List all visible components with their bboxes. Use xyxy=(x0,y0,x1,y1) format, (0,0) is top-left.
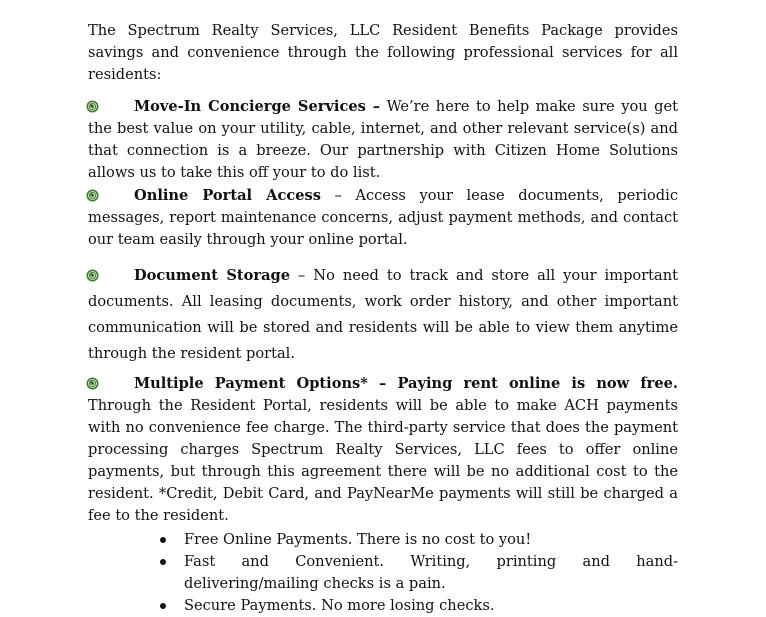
green-spiral-bullet-icon xyxy=(86,100,99,113)
benefit-move-in-concierge xyxy=(88,96,678,184)
benefit-title: Document Storage xyxy=(134,267,291,284)
green-spiral-bullet-icon xyxy=(86,269,99,282)
payment-benefits-list xyxy=(88,529,678,617)
benefit-text: – No need to track and store all your important documents. All leasing documents, work order history, and other important communication will be stored and residents will be able to view them anytime through the resident portal. xyxy=(88,267,678,362)
document-page xyxy=(88,20,678,617)
benefit-document-storage xyxy=(88,263,678,367)
benefit-payment-options xyxy=(88,373,678,527)
benefit-text: Through the Resident Portal, residents will be able to make ACH payments with no convenience fee charge. The third-party service that does the payment processing charges Spectrum Realty Services, LLC fees to offer online payments, but through this agreement there will be no additional cost to the resident. *Credit, Debit Card, and PayNearMe payments will still be charged a fee to the resident. xyxy=(88,397,678,524)
bullet-dot-icon xyxy=(160,559,166,565)
benefit-text: We’re here to help make sure you get the best value on your utility, cable, internet, and other relevant service(s) and that connection is a breeze. Our partnership with Citizen Home Solutions allows us to take this off your to do list. xyxy=(88,98,678,181)
bullet-dot-icon xyxy=(160,603,166,609)
list-item: Fast and Convenient. Writing, printing and hand-delivering/mailing checks is a pain. xyxy=(184,551,678,595)
bullet-dot-icon xyxy=(160,537,166,543)
benefit-title: Move-In Concierge Services – xyxy=(134,98,381,115)
list-item: Free Online Payments. There is no cost to you! xyxy=(184,529,678,551)
benefit-text: – Access your lease documents, periodic messages, report maintenance concerns, adjust payment methods, and contact our team easily through your online portal. xyxy=(88,187,678,248)
intro-paragraph: The Spectrum Realty Services, LLC Resident Benefits Package provides savings and convenience through the following professional services for all residents: xyxy=(88,22,678,83)
benefit-online-portal xyxy=(88,185,678,251)
green-spiral-bullet-icon xyxy=(86,189,99,202)
benefit-title: Online Portal Access xyxy=(134,187,321,204)
list-item: Secure Payments. No more losing checks. xyxy=(184,595,678,617)
green-spiral-bullet-icon xyxy=(86,377,99,390)
benefit-title: Multiple Payment Options* – Paying rent online is now free. xyxy=(134,375,678,392)
